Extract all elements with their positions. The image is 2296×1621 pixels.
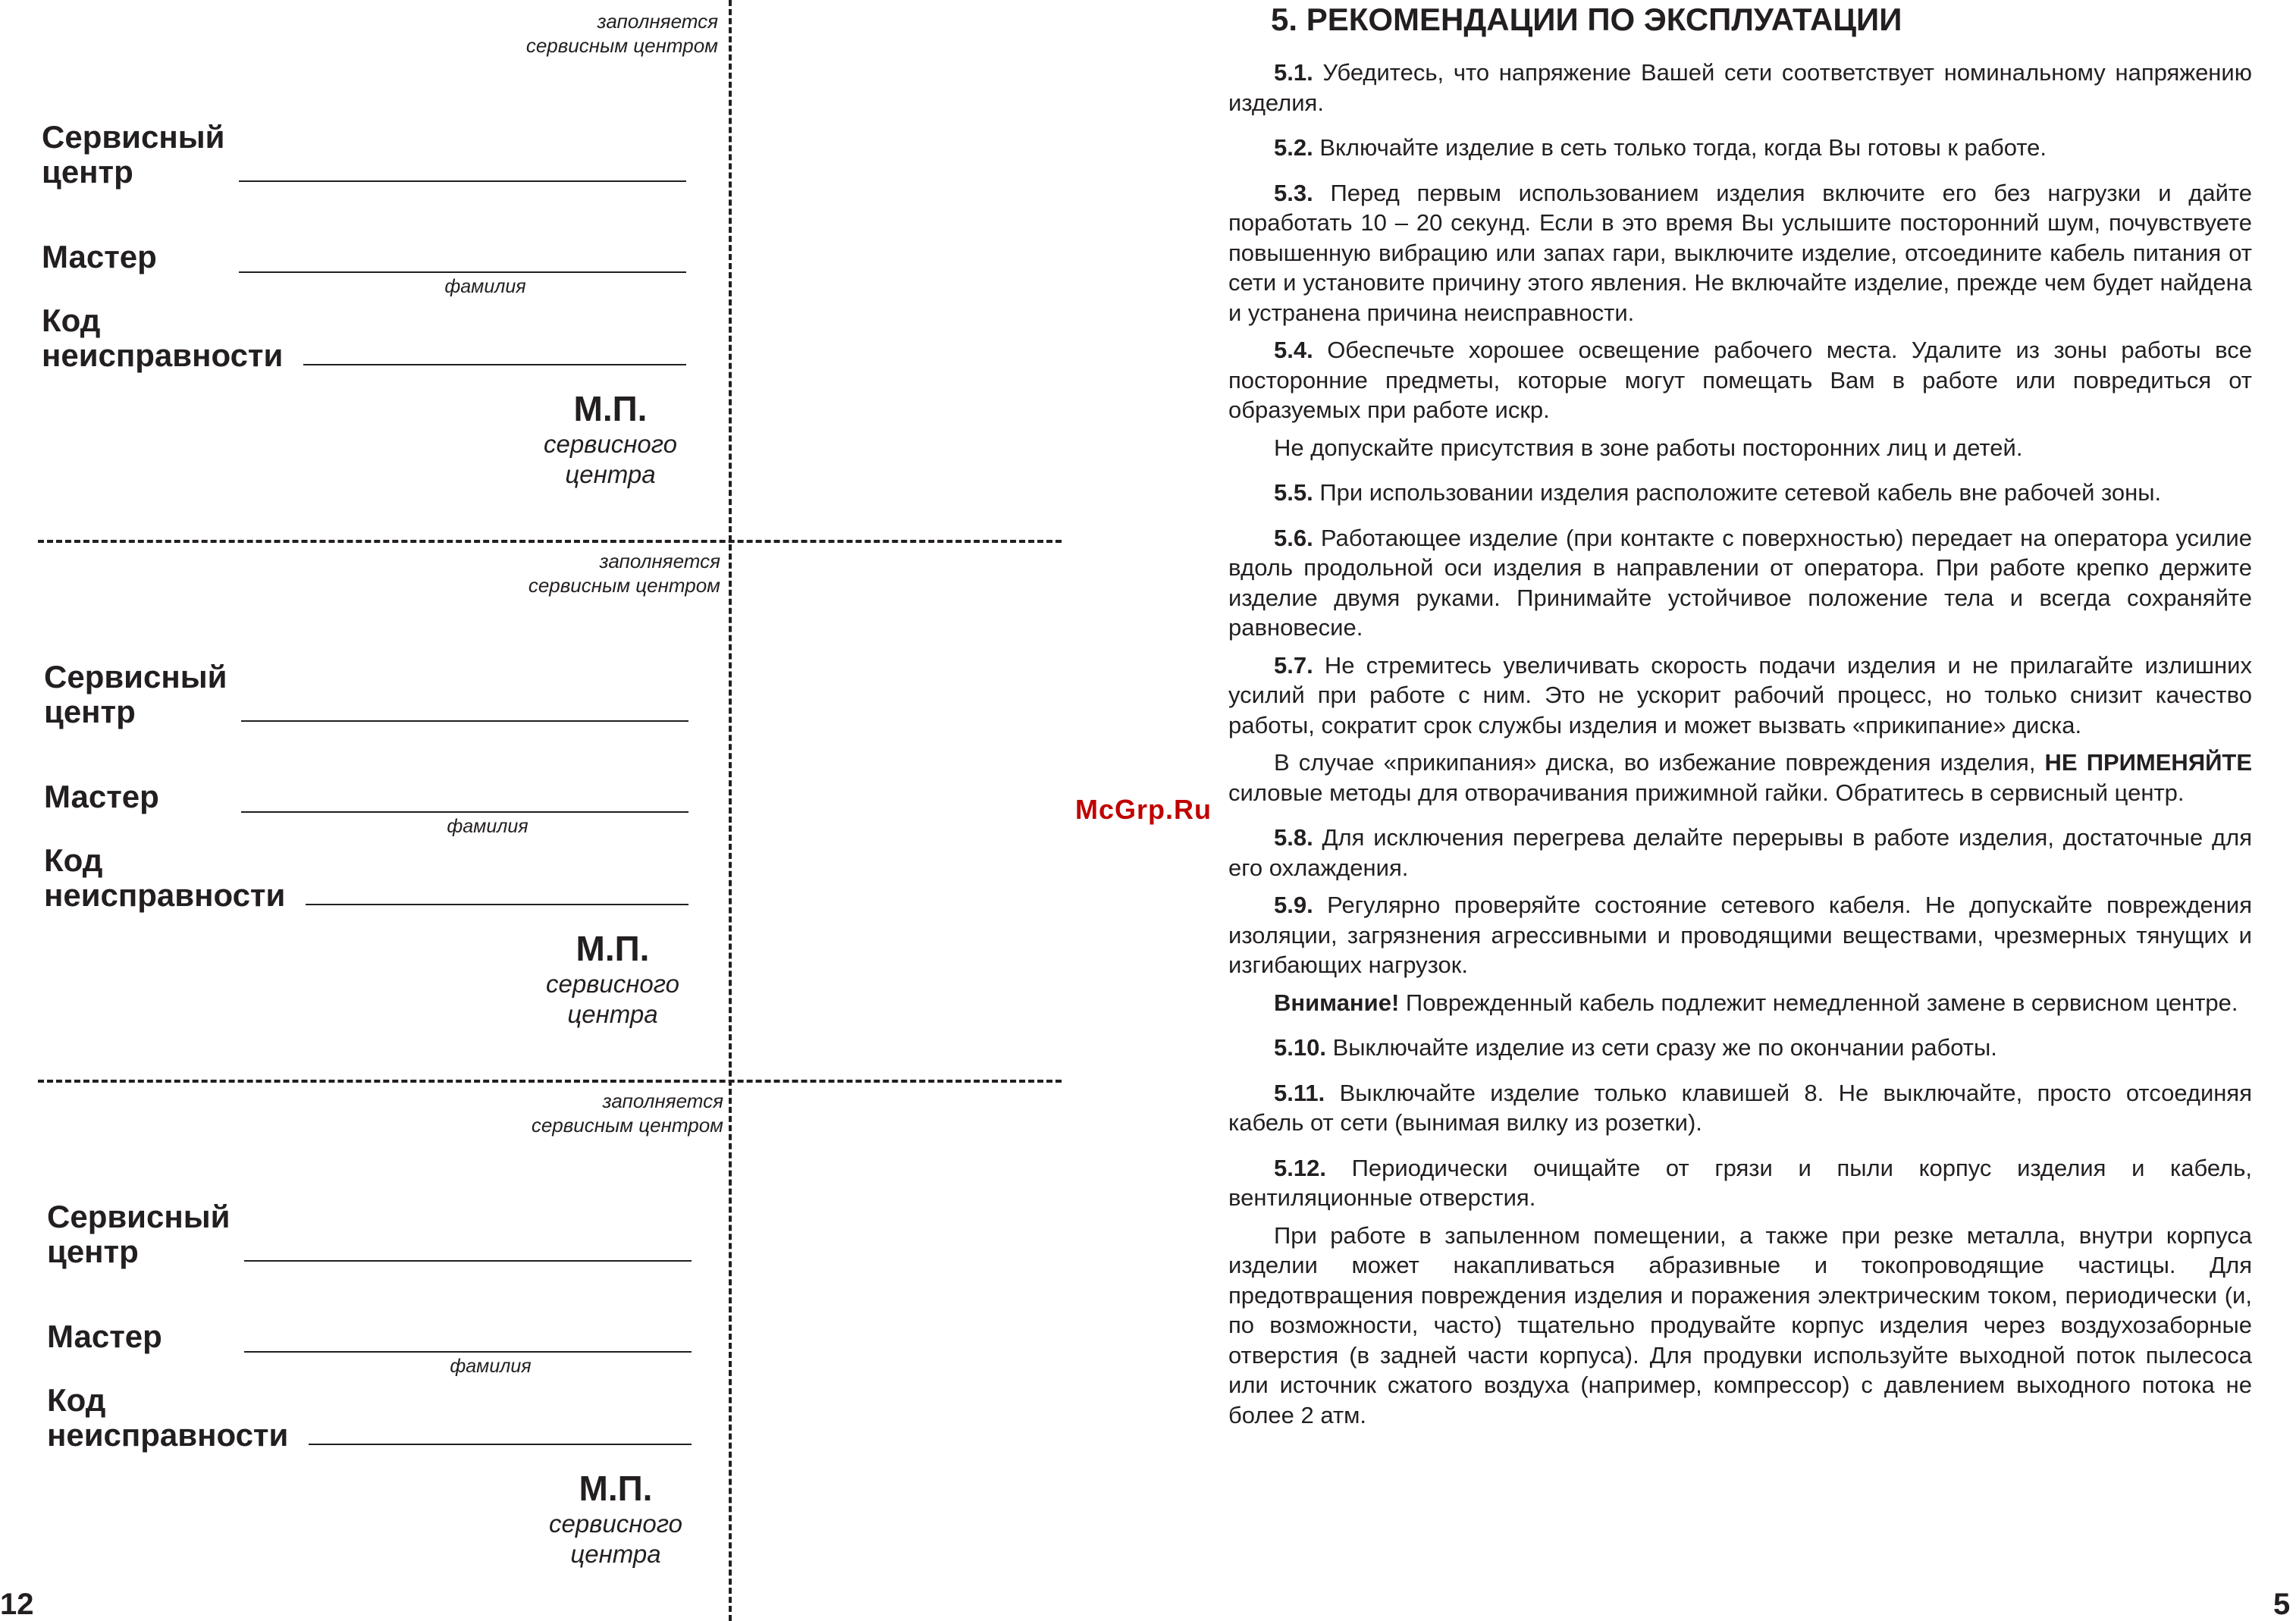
section-title: 5. РЕКОМЕНДАЦИИ ПО ЭКСПЛУАТАЦИИ <box>1271 2 1902 37</box>
item-5-4: 5.4. Обеспечьте хорошее освещение рабочего места. Удалите из зоны работы все посторонние предметы, которые могут помещать Вам в работе или повредиться от образуемых при работе искр. <box>1228 337 2252 423</box>
vertical-cut-line <box>729 0 732 1621</box>
service-center-line[interactable] <box>241 720 688 722</box>
item-5-12-note: При работе в запыленном помещении, а также при резке металла, внутри корпуса изделии может накапливаться абразивные и токопроводящие частицы. Для предотвращения повреждения изделия и поражения электрическим током, периодически (и, по возможности, часто) тщательно продувайте корпус изделия через воздухозаборные отверстия (в задней части корпуса). Для продувки используйте выходной поток пылесоса или источник сжатого воздуха (например, компрессор) с давлением выходного потока не более 2 атм. <box>1228 1221 2252 1428</box>
service-center-label: Сервисный центр <box>44 659 227 729</box>
surname-caption: фамилия <box>447 816 529 837</box>
item-5-6: 5.6. Работающее изделие (при контакте с поверхностью) передает на оператора усилие вдоль продольной оси изделия в направлении от оператора. При работе крепко держите изделие двумя руками. Принимайте устойчивое положение тела и всегда сохраняйте равновесие. <box>1228 524 2252 641</box>
watermark: McGrp.Ru <box>1075 794 1212 825</box>
item-5-3: 5.3. Перед первым использованием изделия включите его без нагрузки и дайте поработать 10 – 20 секунд. Если в это время Вы услышите посторонний шум, почувствуете повышенную вибрацию или запах гари, выключите изделие, отсоедините кабель питания от сети и установите причину этого явления. Не включайте изделие, прежде чем будет найдена и устранена причина неисправности. <box>1228 179 2252 326</box>
stamp-placeholder: М.П. сервисного центра <box>545 929 680 1028</box>
master-label: Мастер <box>44 779 159 814</box>
page-number-left: 12 <box>0 1588 34 1621</box>
surname-caption: фамилия <box>444 276 526 297</box>
fill-note: заполняется сервисным центром <box>528 550 720 597</box>
service-center-label: Сервисный центр <box>42 119 225 190</box>
item-attention: Внимание! Поврежденный кабель подлежит немедленной замене в сервисном центре. <box>1274 989 2238 1016</box>
item-5-11: 5.11. Выключайте изделие только клавишей 8. Не выключайте, просто отсоединяя кабель от сети (вынимая вилку из розетки). <box>1228 1079 2252 1136</box>
master-line[interactable] <box>241 811 688 813</box>
item-5-9: 5.9. Регулярно проверяйте состояние сетевого кабеля. Не допускайте повреждения изоляции, загрязнения агрессивными и проводящими веществами, чрезмерных тянущих и изгибающих нагрузок. <box>1228 892 2252 978</box>
service-center-line[interactable] <box>239 180 686 182</box>
stamp-placeholder: М.П. сервисного центра <box>548 1469 683 1568</box>
master-line[interactable] <box>244 1351 692 1353</box>
item-5-7: 5.7. Не стремитесь увеличивать скорость подачи изделия и не прилагайте излишних усилий при работе с ним. Это не ускорит рабочий процесс, но только снизит качество работы, сократит срок службы изделия и может вызвать «прикипание» диска. <box>1228 651 2252 738</box>
item-5-8: 5.8. Для исключения перегрева делайте перерывы в работе изделия, достаточные для его охлаждения. <box>1228 824 2252 881</box>
item-5-5: 5.5. При использовании изделия расположите сетевой кабель вне рабочей зоны. <box>1274 479 2162 506</box>
master-label: Мастер <box>47 1318 162 1354</box>
operating-recommendations <box>1228 0 2252 1430</box>
service-center-line[interactable] <box>244 1260 692 1262</box>
service-center-label: Сервисный центр <box>47 1199 231 1269</box>
fault-code-line[interactable] <box>306 904 688 905</box>
item-5-12: 5.12. Периодически очищайте от грязи и пыли корпус изделия и кабель, вентиляционные отверстия. <box>1228 1154 2252 1211</box>
master-line[interactable] <box>239 271 686 273</box>
item-5-10: 5.10. Выключайте изделие из сети сразу же по окончании работы. <box>1274 1034 1997 1061</box>
fill-note: заполняется сервисным центром <box>531 1090 723 1137</box>
master-label: Мастер <box>42 239 157 274</box>
item-5-7-warning: В случае «прикипания» диска, во избежание повреждения изделия, НЕ ПРИМЕНЯЙТЕ силовые методы для отворачивания прижимной гайки. Обратитесь в сервисный центр. <box>1228 749 2252 806</box>
fill-note: заполняется сервисным центром <box>525 10 718 57</box>
stamp-placeholder: М.П. сервисного центра <box>543 389 678 488</box>
service-coupon-1 <box>0 0 728 540</box>
fault-code-line[interactable] <box>303 364 686 365</box>
service-coupon-3 <box>0 1080 728 1619</box>
service-coupon-2 <box>0 540 728 1080</box>
item-5-2: 5.2. Включайте изделие в сеть только тогда, когда Вы готовы к работе. <box>1274 134 2047 161</box>
surname-caption: фамилия <box>450 1356 532 1377</box>
fault-code-label: Код неисправности <box>47 1382 289 1453</box>
fault-code-line[interactable] <box>309 1444 692 1445</box>
item-5-1: 5.1. Убедитесь, что напряжение Вашей сети соответствует номинальному напряжению изделия. <box>1228 59 2252 116</box>
fault-code-label: Код неисправности <box>44 842 286 913</box>
fault-code-label: Код неисправности <box>42 303 284 373</box>
page-number-right: 5 <box>2273 1588 2291 1621</box>
item-5-4-note: Не допускайте присутствия в зоне работы посторонних лиц и детей. <box>1274 434 2023 461</box>
